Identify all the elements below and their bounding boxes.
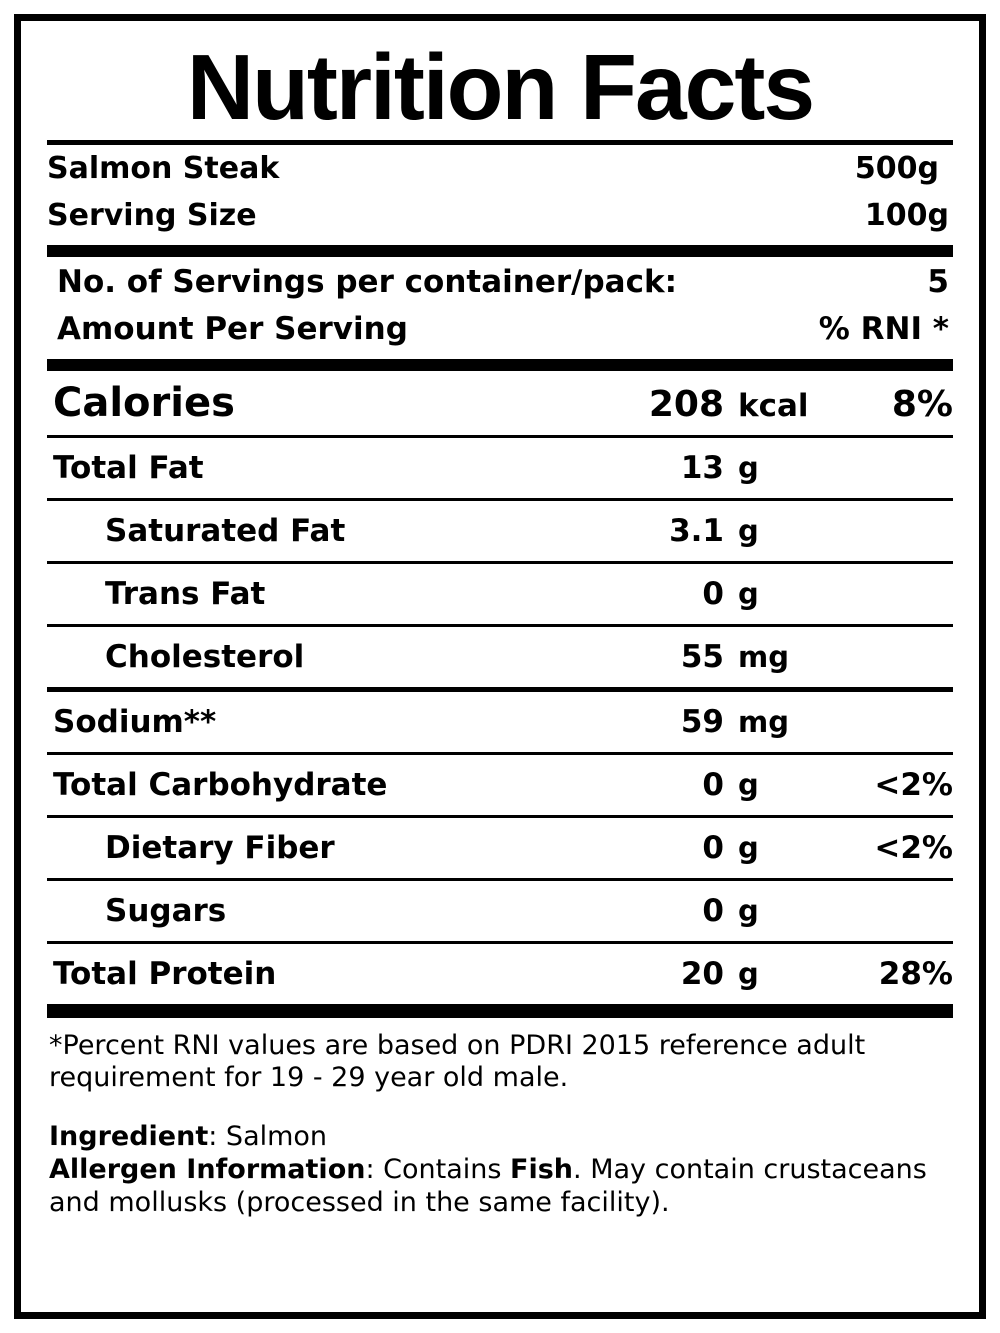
nutrient-pct: 28% — [878, 956, 953, 992]
amount-per-serving-row — [47, 304, 953, 351]
calories-label: Calories — [53, 380, 235, 426]
divider-under-amount — [47, 359, 953, 371]
servings-per-container-value: 5 — [927, 264, 949, 300]
nutrient-unit: g — [738, 957, 759, 991]
nutrient-name: Total Carbohydrate — [53, 767, 388, 803]
product-row — [47, 145, 953, 194]
servings-per-container-row — [47, 257, 953, 304]
ingredient-line — [49, 1121, 953, 1154]
nutrient-unit: g — [738, 577, 759, 611]
nutrient-name: Saturated Fat — [105, 513, 346, 549]
table-row — [47, 564, 953, 624]
table-row — [47, 627, 953, 687]
serving-size-row — [47, 194, 953, 235]
table-row — [47, 818, 953, 878]
nutrient-value: 0 — [702, 767, 724, 803]
table-row — [47, 501, 953, 561]
allergen-line — [49, 1154, 953, 1220]
nutrient-unit: mg — [738, 640, 789, 674]
nutrient-pct: <2% — [874, 767, 953, 803]
table-row — [47, 881, 953, 941]
ingredients-block — [47, 1095, 953, 1220]
nutrient-unit: g — [738, 514, 759, 548]
calories-unit: kcal — [738, 388, 809, 424]
nutrient-name: Total Protein — [53, 956, 277, 992]
divider-bottom — [47, 1004, 953, 1018]
nutrient-value: 59 — [680, 704, 724, 740]
nutrient-pct: <2% — [874, 830, 953, 866]
calories-value: 208 — [648, 384, 724, 425]
table-row — [47, 944, 953, 1004]
nutrient-name: Trans Fat — [105, 576, 266, 612]
table-row — [47, 755, 953, 815]
nutrient-unit: g — [738, 831, 759, 865]
nutrient-value: 0 — [702, 893, 724, 929]
nutrient-unit: mg — [738, 705, 789, 739]
allergen-post: . May contain crustaceans and mollusks (processed in the same facility). — [49, 1153, 927, 1218]
rni-footnote: *Percent RNI values are based on PDRI 2015 reference adult requirement for 19 - 29 year old male. — [49, 1030, 866, 1094]
page-title: Nutrition Facts — [186, 35, 814, 139]
product-weight: 500g — [854, 151, 939, 186]
nutrient-value: 0 — [702, 830, 724, 866]
serving-size-label: Serving Size — [47, 198, 257, 233]
nutrient-unit: g — [738, 894, 759, 928]
calories-row — [47, 371, 953, 435]
nutrient-name: Sodium** — [53, 704, 217, 740]
serving-size-value: 100g — [864, 198, 949, 233]
nutrient-value: 3.1 — [669, 513, 724, 549]
nutrient-name: Dietary Fiber — [105, 830, 335, 866]
table-row — [47, 692, 953, 752]
calories-pct: 8% — [891, 384, 953, 425]
nutrient-name: Total Fat — [53, 450, 204, 486]
divider-under-serving — [47, 245, 953, 257]
nutrient-value: 13 — [680, 450, 724, 486]
nutrient-unit: g — [738, 768, 759, 802]
table-row — [47, 438, 953, 498]
nutrient-name: Cholesterol — [105, 639, 305, 675]
nutrient-value: 0 — [702, 576, 724, 612]
label-border — [14, 14, 986, 1319]
nutrient-name: Sugars — [105, 893, 227, 929]
ingredient-label: Ingredient — [49, 1120, 209, 1152]
nutrient-value: 20 — [680, 956, 724, 992]
ingredient-value: : Salmon — [208, 1120, 328, 1152]
servings-per-container-label: No. of Servings per container/pack: — [57, 264, 677, 300]
product-name: Salmon Steak — [47, 151, 280, 186]
amount-per-serving-label: Amount Per Serving — [57, 311, 408, 347]
allergen-pre: : Contains — [365, 1153, 511, 1185]
nutrient-value: 55 — [680, 639, 724, 675]
allergen-bold: Fish — [510, 1153, 574, 1185]
nutrient-unit: g — [738, 451, 759, 485]
rni-header-label: % RNI * — [818, 311, 949, 347]
allergen-label: Allergen Information — [49, 1153, 366, 1185]
